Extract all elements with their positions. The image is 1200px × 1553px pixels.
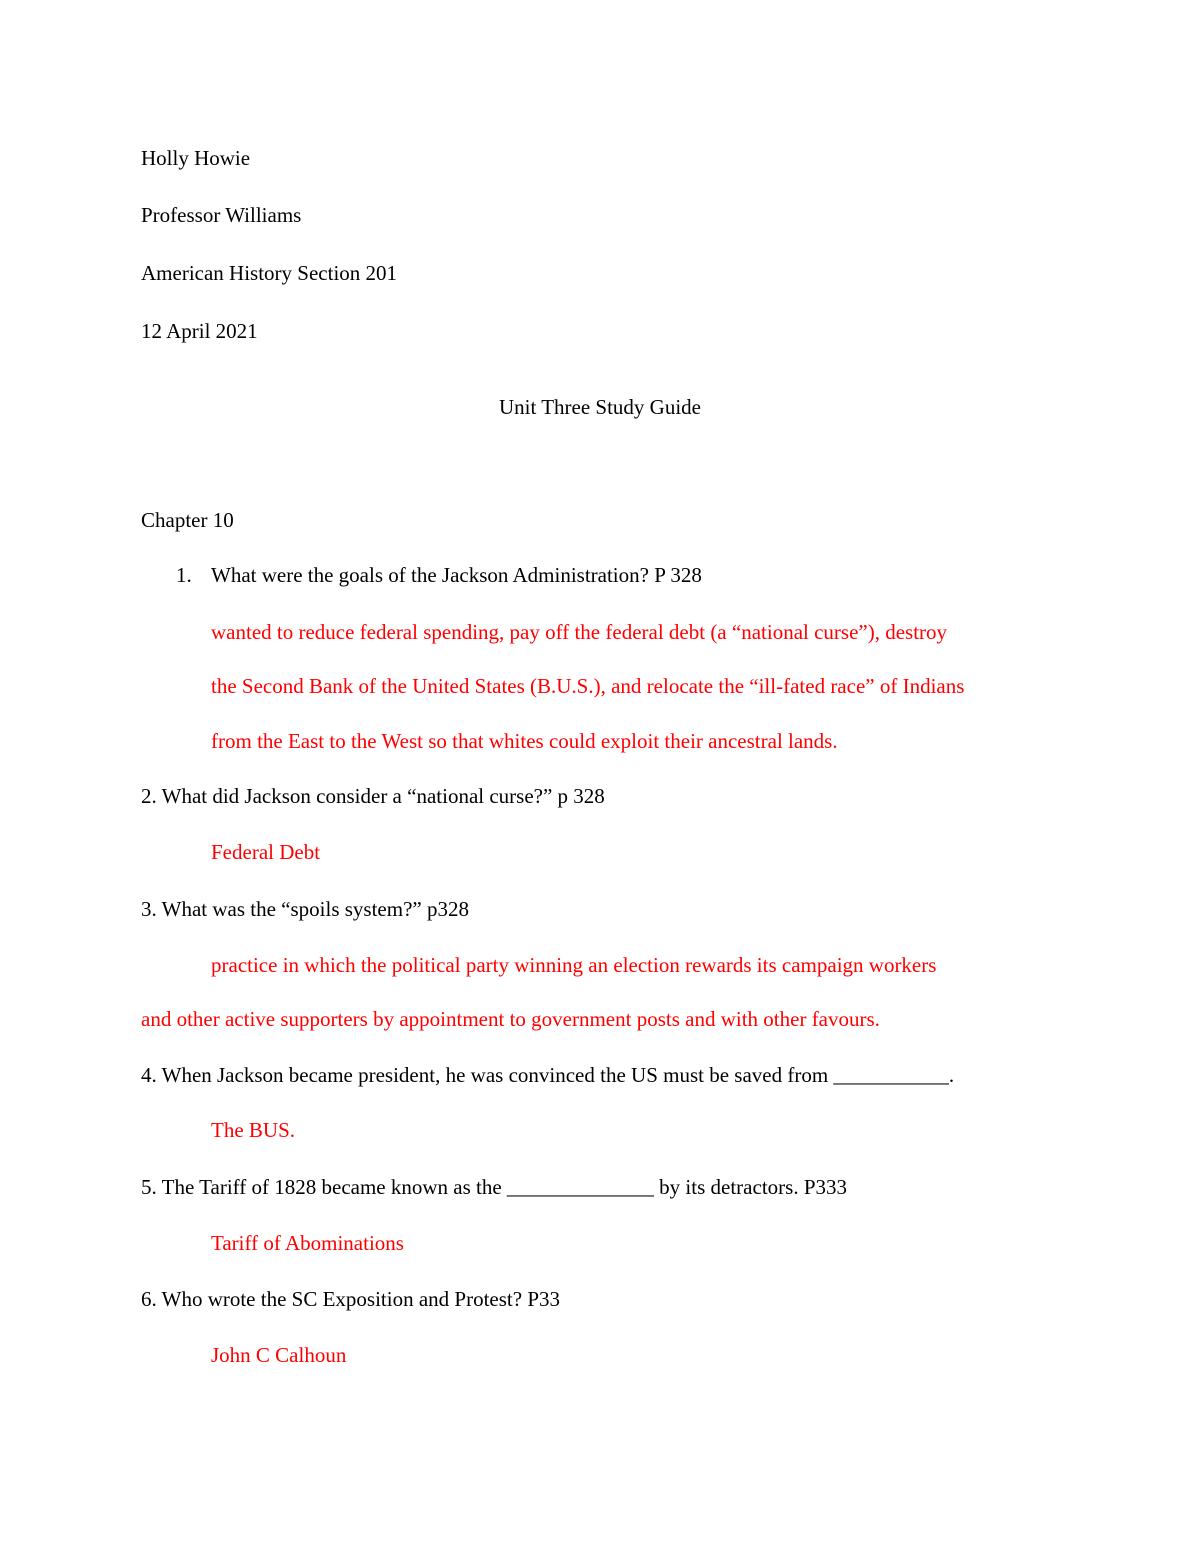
answer-1-line: wanted to reduce federal spending, pay off the federal debt (a “national curse”), destroy — [211, 620, 948, 644]
answer-3-line: and other active supporters by appointment to government posts and with other favours. — [141, 1007, 880, 1031]
answer-1-line: from the East to the West so that whites could exploit their ancestral lands. — [211, 729, 838, 753]
answer-1-line: the Second Bank of the United States (B.U.S.), and relocate the “ill-fated race” of Indians — [211, 674, 965, 698]
question-2-text: 2. What did Jackson consider a “national curse?” p 328 — [141, 784, 605, 808]
date: 12 April 2021 — [141, 319, 258, 343]
answer-3-line: practice in which the political party winning an election rewards its campaign workers — [211, 953, 937, 977]
student-name: Holly Howie — [141, 146, 251, 170]
answer-4: The BUS. — [211, 1118, 295, 1142]
answer-5: Tariff of Abominations — [211, 1231, 404, 1255]
question-3-text: 3. What was the “spoils system?” p328 — [141, 897, 469, 921]
answer-6: John C Calhoun — [211, 1343, 347, 1367]
chapter-heading: Chapter 10 — [141, 508, 234, 532]
question-6-text: 6. Who wrote the SC Exposition and Protest? P33 — [141, 1287, 561, 1311]
document-title: Unit Three Study Guide — [498, 395, 701, 419]
question-4-text: 4. When Jackson became president, he was convinced the US must be saved from ___________. — [141, 1063, 955, 1087]
answer-2: Federal Debt — [211, 840, 321, 864]
professor-name: Professor Williams — [141, 203, 302, 227]
course-name: American History Section 201 — [141, 261, 398, 285]
question-1-number: 1. — [176, 563, 192, 587]
question-5-text: 5. The Tariff of 1828 became known as the ______________ by its detractors. P333 — [141, 1175, 847, 1199]
question-1-text: What were the goals of the Jackson Administration? P 328 — [211, 563, 702, 587]
